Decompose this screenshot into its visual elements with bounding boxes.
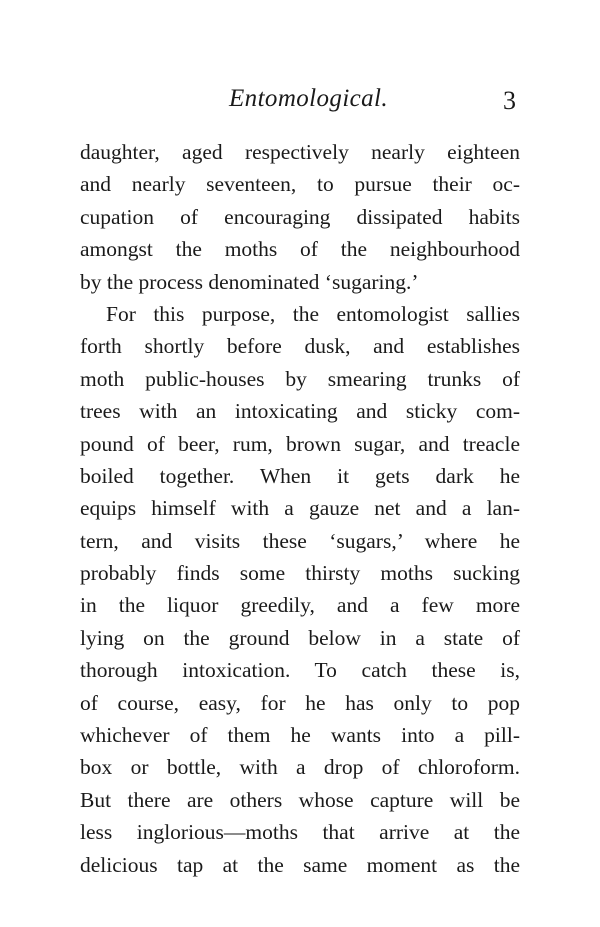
text-line: equips himself with a gauze net and a lan- bbox=[80, 496, 520, 521]
text-line: probably finds some thirsty moths sucking bbox=[80, 561, 520, 586]
text-line: delicious tap at the same moment as the bbox=[80, 852, 520, 877]
text-line: thorough intoxication. To catch these is, bbox=[80, 658, 520, 683]
text-line: tern, and visits these ‘sugars,’ where he bbox=[80, 528, 520, 553]
running-head bbox=[0, 84, 600, 124]
text-line: and nearly seventeen, to pursue their oc- bbox=[80, 172, 520, 197]
paragraph-end-line: by the process denominated ‘sugaring.’ bbox=[80, 269, 419, 294]
text-line: trees with an intoxicating and sticky com- bbox=[80, 399, 520, 424]
text-line: forth shortly before dusk, and establishes bbox=[80, 334, 520, 359]
text-line: cupation of encouraging dissipated habits bbox=[80, 204, 520, 229]
text-line: But there are others whose capture will be bbox=[80, 787, 520, 812]
text-line: moth public-houses by smearing trunks of bbox=[80, 366, 520, 391]
text-line: lying on the ground below in a state of bbox=[80, 625, 520, 650]
text-line: boiled together. When it gets dark he bbox=[80, 463, 520, 488]
text-line: amongst the moths of the neighbourhood bbox=[80, 237, 520, 262]
page-number: 3 bbox=[503, 86, 516, 115]
running-title: Entomological. bbox=[229, 85, 389, 112]
text-line: whichever of them he wants into a pill- bbox=[80, 723, 520, 748]
text-line: daughter, aged respectively nearly eighteen bbox=[80, 140, 520, 164]
text-line: in the liquor greedily, and a few more bbox=[80, 593, 520, 618]
text-line: less inglorious—moths that arrive at the bbox=[80, 820, 520, 845]
text-line: of course, easy, for he has only to pop bbox=[80, 690, 520, 715]
paragraph-start-line: For this purpose, the entomologist sallies bbox=[106, 301, 520, 326]
body-text bbox=[80, 136, 520, 881]
text-line: box or bottle, with a drop of chloroform. bbox=[80, 755, 520, 780]
text-line: pound of beer, rum, brown sugar, and treacle bbox=[80, 431, 520, 456]
